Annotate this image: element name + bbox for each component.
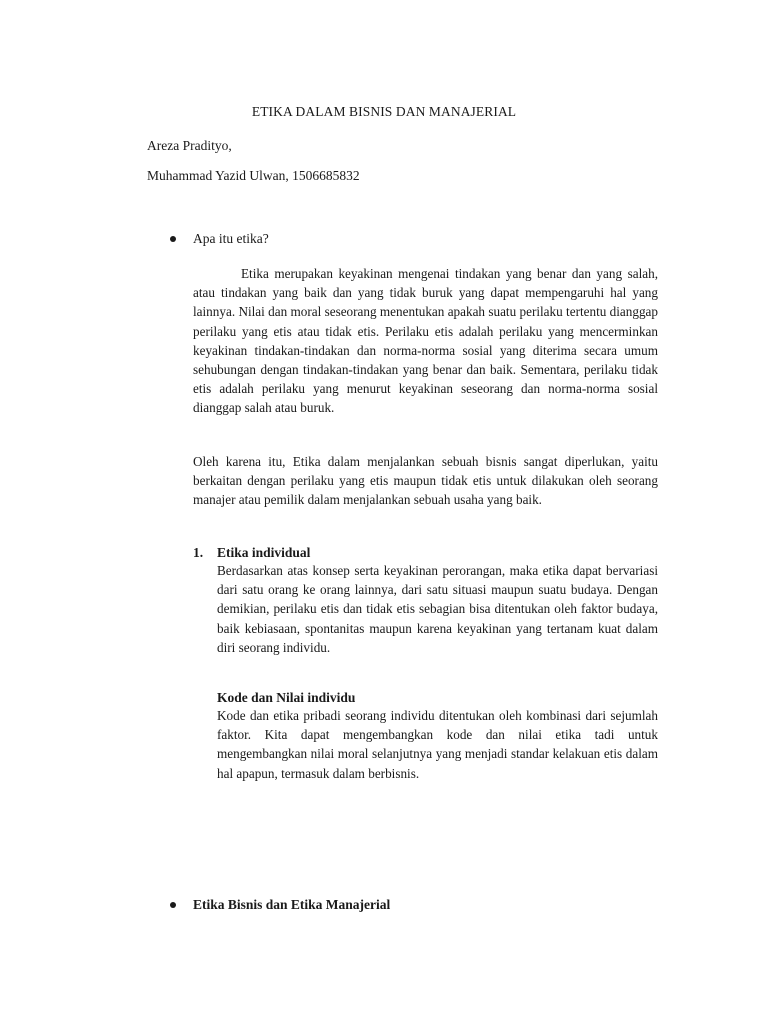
paragraph-conclusion: Oleh karena itu, Etika dalam menjalankan sebuah bisnis sangat diperlukan, yaitu berkaitan dengan perilaku yang etis maupun tidak etis untuk dilakukan oleh seorang manajer atau pemilik dalam menjalankan sebuah usaha yang baik.	[193, 454, 658, 508]
document-title: ETIKA DALAM BISNIS DAN MANAJERIAL	[251, 104, 517, 119]
bullet-label: Etika Bisnis dan Etika Manajerial	[193, 897, 391, 912]
numbered-heading-etika-individual	[193, 545, 310, 561]
author-line-1: Areza Pradityo,	[147, 138, 232, 153]
bullet-item-etika-bisnis	[170, 897, 390, 913]
numbered-heading-label: Etika individual	[217, 545, 311, 560]
paragraph-definition: Etika merupakan keyakinan mengenai tindakan yang benar dan yang salah, atau tindakan yang baik dan yang tidak buruk yang dapat mempengaruhi hal yang lainnya. Nilai dan moral seseorang menentukan apakah suatu perilaku tertentu dianggap perilaku yang etis atau tidak etis. Perilaku etis adalah perilaku yang mencerminkan keyakinan tindakan-tindakan dan norma-norma sosial yang diterima secara umum sehubungan dengan tindakan-tindakan yang benar dan baik. Sementara, perilaku tidak etis adalah perilaku yang menurut keyakinan seseorang dan norma-norma sosial dianggap salah atau buruk.	[193, 266, 658, 416]
list-number: 1.	[193, 545, 204, 560]
bullet-item-apa-itu-etika	[170, 231, 269, 247]
bullet-icon	[170, 902, 176, 908]
subheading-kode-nilai: Kode dan Nilai individu	[217, 690, 356, 705]
paragraph-etika-individual: Berdasarkan atas konsep serta keyakinan perorangan, maka etika dapat bervariasi dari satu orang ke orang lainnya, dari satu situasi maupun suatu budaya. Dengan demikian, perilaku etis dan tidak etis sebagian bisa ditentukan oleh faktor budaya, baik kebiasaan, spontanitas maupun karena keyakinan yang tertanam kuat dalam diri seorang individu.	[217, 563, 658, 655]
bullet-label: Apa itu etika?	[193, 231, 269, 246]
author-line-2: Muhammad Yazid Ulwan, 1506685832	[147, 168, 360, 183]
paragraph-kode-nilai: Kode dan etika pribadi seorang individu ditentukan oleh kombinasi dari sejumlah faktor. Kita dapat mengembangkan kode dan nilai etika tadi untuk mengembangkan nilai moral selanjutnya yang menjadi standar kelakuan etis dalam hal apapun, termasuk dalam berbisnis.	[217, 708, 658, 781]
bullet-icon	[170, 236, 176, 242]
